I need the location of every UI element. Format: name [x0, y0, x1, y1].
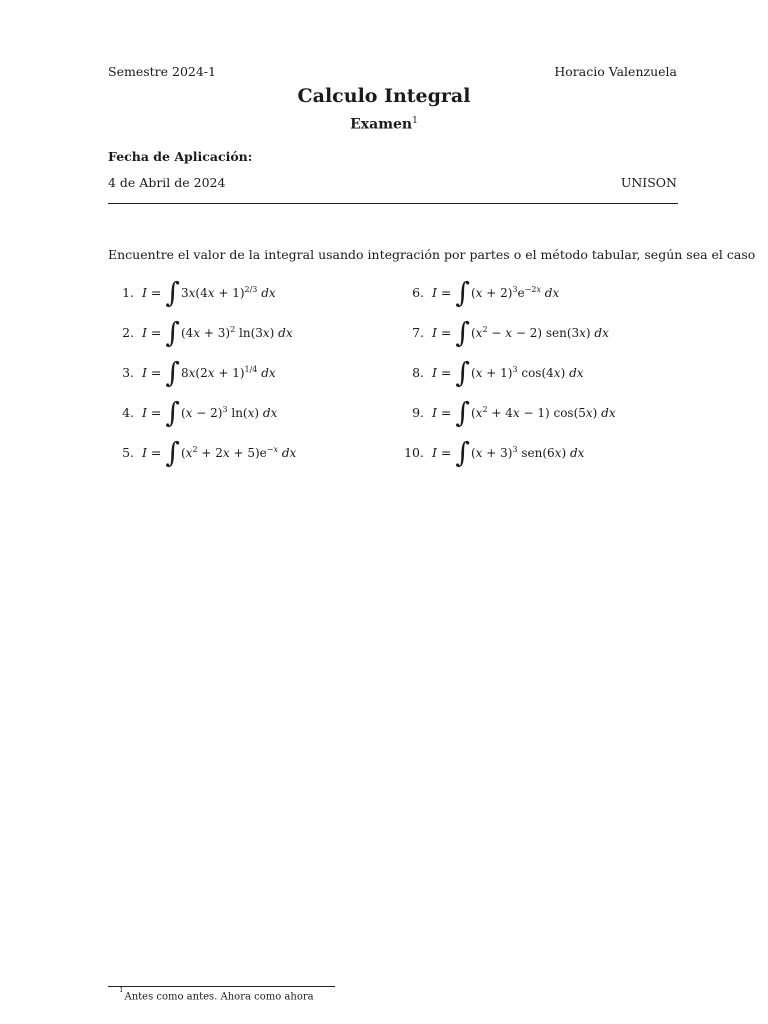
- document-subtitle: [0, 116, 768, 133]
- footnote: [119, 986, 314, 1003]
- problem-number: 1.: [122, 284, 134, 300]
- problem-number: 8.: [412, 364, 424, 380]
- integral-lhs: I =: [142, 404, 162, 420]
- integral-lhs: I =: [432, 444, 452, 460]
- footnote-rule: [108, 986, 335, 987]
- integrand-expression: $(4x + 3)^2$ ln(3x) dx: [180, 324, 293, 340]
- problem-number: 7.: [412, 324, 424, 340]
- integrand-expression: $(x^2 + 4x - 1)$ cos(5x) dx: [470, 404, 616, 420]
- problem-item: [398, 437, 584, 467]
- integral-sign: ∫: [455, 396, 470, 429]
- integral-lhs: I =: [432, 284, 452, 300]
- instruction-text: Encuentre el valor de la integral usando integración por partes o el método tabular, según sea el caso: [108, 247, 756, 262]
- integral-lhs: I =: [432, 364, 452, 380]
- integral-lhs: I =: [142, 324, 162, 340]
- integrand-expression: $(x + 3)^3$ sen(6x) dx: [470, 444, 585, 460]
- problem-item: [398, 397, 616, 427]
- integral-lhs: I =: [432, 324, 452, 340]
- integral-sign: ∫: [455, 316, 470, 349]
- author-name: Horacio Valenzuela: [554, 64, 677, 79]
- integral-sign: ∫: [165, 316, 180, 349]
- integral-lhs: I =: [432, 404, 452, 420]
- problem-item: [108, 437, 296, 467]
- problem-item: [108, 317, 293, 347]
- date-label: Fecha de Aplicación:: [108, 149, 253, 164]
- integral-sign: ∫: [455, 436, 470, 469]
- problem-item: [398, 317, 609, 347]
- problem-item: [108, 277, 276, 307]
- problem-item: [398, 357, 584, 387]
- integral-lhs: I =: [142, 364, 162, 380]
- organization: UNISON: [620, 175, 677, 190]
- footnote-marker: 1: [119, 986, 124, 994]
- integrand-expression: $3x(4x + 1)^{2/3}$ dx: [180, 284, 276, 300]
- integral-sign: ∫: [455, 356, 470, 389]
- document-title: Calculo Integral: [297, 85, 471, 107]
- problem-number: 3.: [122, 364, 134, 380]
- integral-lhs: I =: [142, 284, 162, 300]
- integral-sign: ∫: [165, 436, 180, 469]
- problem-number: 5.: [122, 444, 134, 460]
- header-rule: [108, 203, 678, 204]
- problem-number: 9.: [412, 404, 424, 420]
- subtitle-footnote-marker: 1: [412, 116, 418, 126]
- problem-number: 4.: [122, 404, 134, 420]
- integrand-expression: $(x + 1)^3$ cos(4x) dx: [470, 364, 584, 380]
- semester-label: Semestre 2024-1: [108, 64, 216, 79]
- date-value: 4 de Abril de 2024: [108, 175, 226, 190]
- footnote-text: Antes como antes. Ahora como ahora: [124, 991, 314, 1003]
- problem-number: 6.: [412, 284, 424, 300]
- integral-lhs: I =: [142, 444, 162, 460]
- problem-item: [108, 357, 276, 387]
- problem-number: 10.: [404, 444, 424, 460]
- integrand-expression: $(x^2 + 2x + 5)e^{-x}$ dx: [180, 444, 297, 460]
- integral-sign: ∫: [165, 356, 180, 389]
- integrand-expression: $(x + 2)^3e^{-2x}$ dx: [470, 284, 560, 300]
- integrand-expression: $(x^2 - x - 2)$ sen(3x) dx: [470, 324, 609, 340]
- integral-sign: ∫: [455, 276, 470, 309]
- subtitle-text: Examen: [350, 116, 413, 133]
- integral-sign: ∫: [165, 396, 180, 429]
- problem-item: [398, 277, 559, 307]
- integrand-expression: $(x - 2)^3$ ln(x) dx: [180, 404, 278, 420]
- integrand-expression: $8x(2x + 1)^{1/4}$ dx: [180, 364, 276, 380]
- integral-sign: ∫: [165, 276, 180, 309]
- problem-number: 2.: [122, 324, 134, 340]
- problem-item: [108, 397, 277, 427]
